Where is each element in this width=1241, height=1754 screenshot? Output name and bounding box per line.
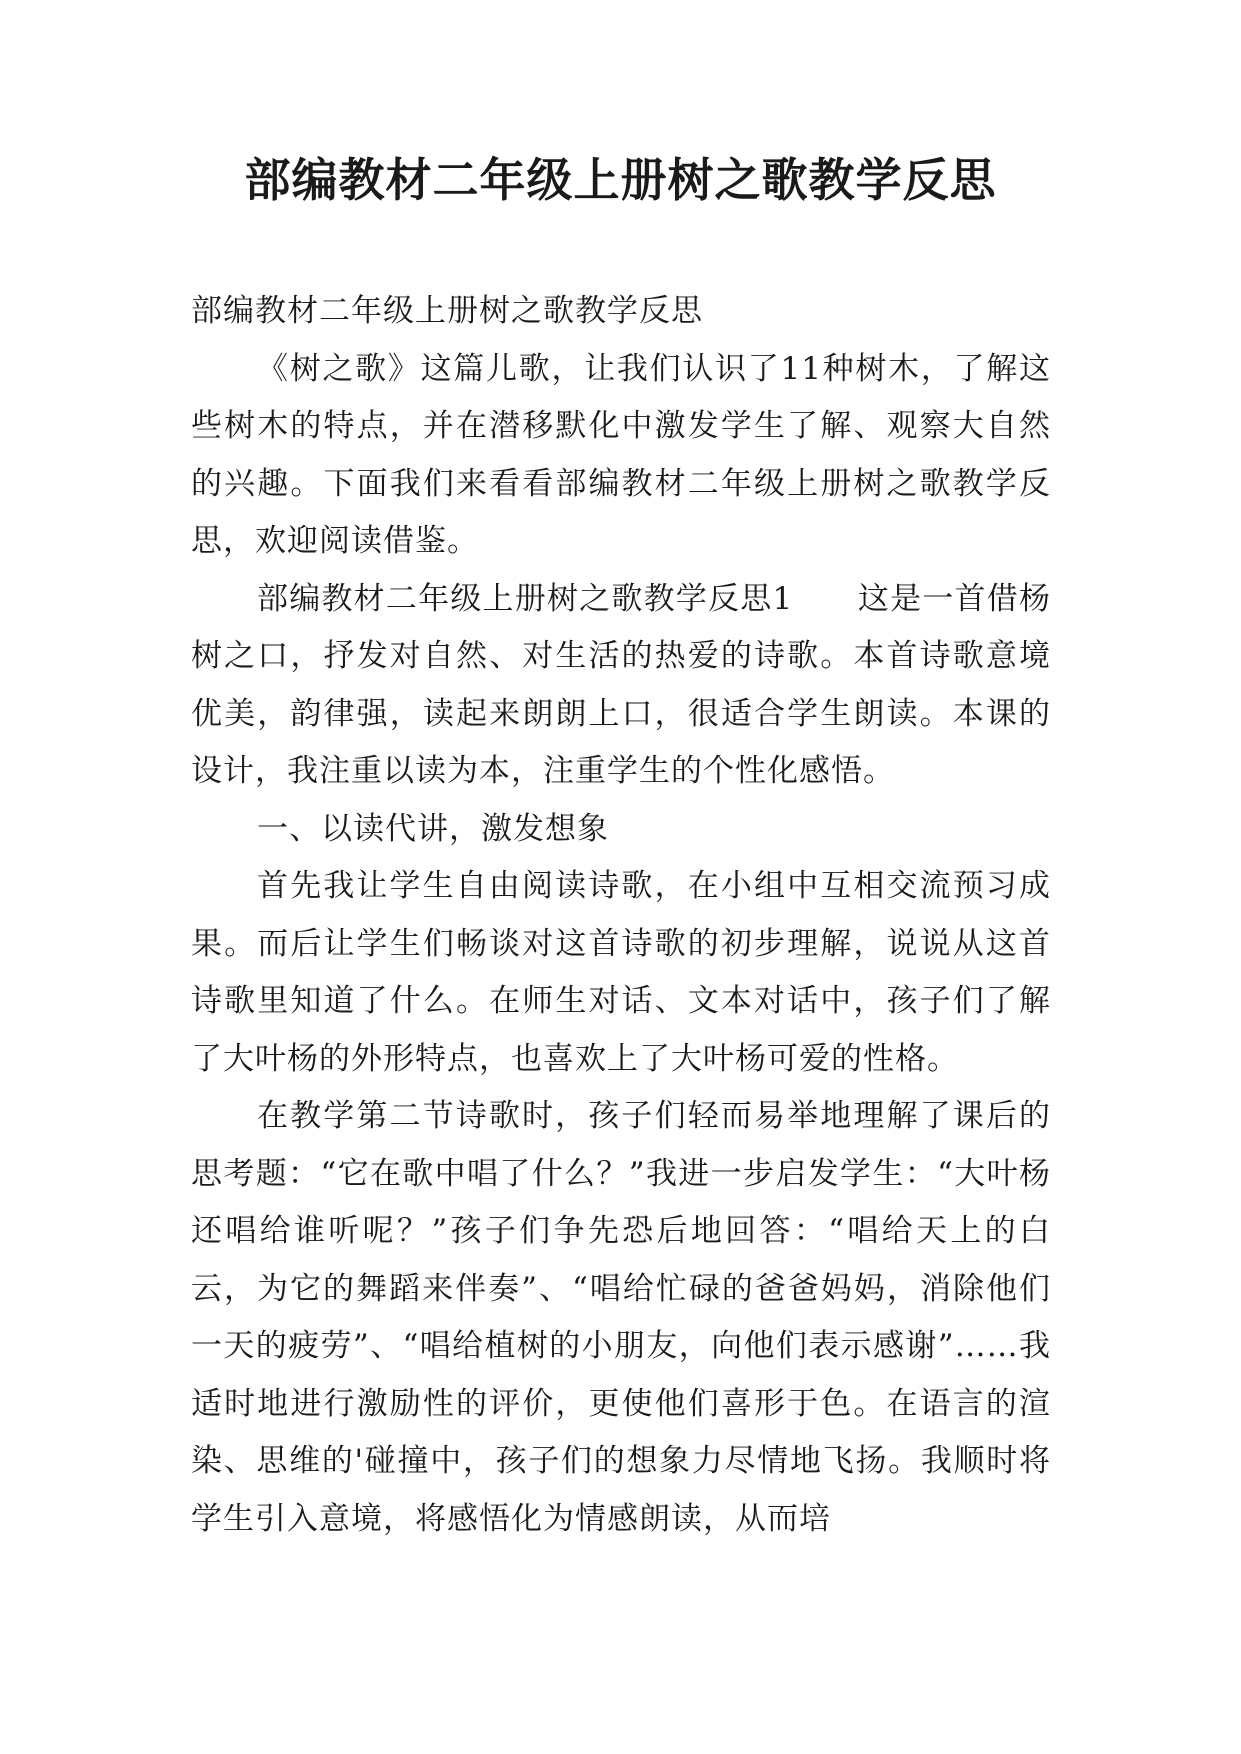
paragraph-second-section: 在教学第二节诗歌时，孩子们轻而易举地理解了课后的思考题：“它在歌中唱了什么？”我进一步启发学生：“大叶杨还唱给谁听呢？”孩子们争先恐后地回答：“唱给天上的白云，为它的舞蹈来伴奏”、“唱给忙碌的爸爸妈妈，消除他们一天的疲劳”、“唱给植树的小朋友，向他们表示感谢”……我适时地进行激励性的评价，更使他们喜形于色。在语言的渲染、思维的'碰撞中，孩子们的想象力尽情地飞扬。我顺时将学生引入意境，将感悟化为情感朗读，从而培 (191, 1098, 1051, 1537)
document-title: 部编教材二年级上册树之歌教学反思 (244, 153, 997, 207)
paragraph-first-reading: 首先我让学生自由阅读诗歌，在小组中互相交流预习成果。而后让学生们畅谈对这首诗歌的初步理解，说说从这首诗歌里知道了什么。在师生对话、文本对话中，孩子们了解了大叶杨的外形特点，也喜欢上了大叶杨可爱的性格。 (191, 868, 1051, 1077)
paragraph-subtitle: 部编教材二年级上册树之歌教学反思 (191, 293, 703, 329)
paragraph-reflection-1: 部编教材二年级上册树之歌教学反思1 这是一首借杨树之口，抒发对自然、对生活的热爱的诗歌。本首诗歌意境优美，韵律强，读起来朗朗上口，很适合学生朗读。本课的设计，我注重以读为本，注重学生的个性化感悟。 (191, 580, 1051, 789)
paragraph-intro: 《树之歌》这篇儿歌，让我们认识了11种树木，了解这些树木的特点，并在潜移默化中激发学生了解、观察大自然的兴趣。下面我们来看看部编教材二年级上册树之歌教学反思，欢迎阅读借鉴。 (191, 350, 1051, 559)
document-body (191, 283, 1051, 1548)
section-heading: 一、以读代讲，激发想象 (257, 810, 609, 847)
